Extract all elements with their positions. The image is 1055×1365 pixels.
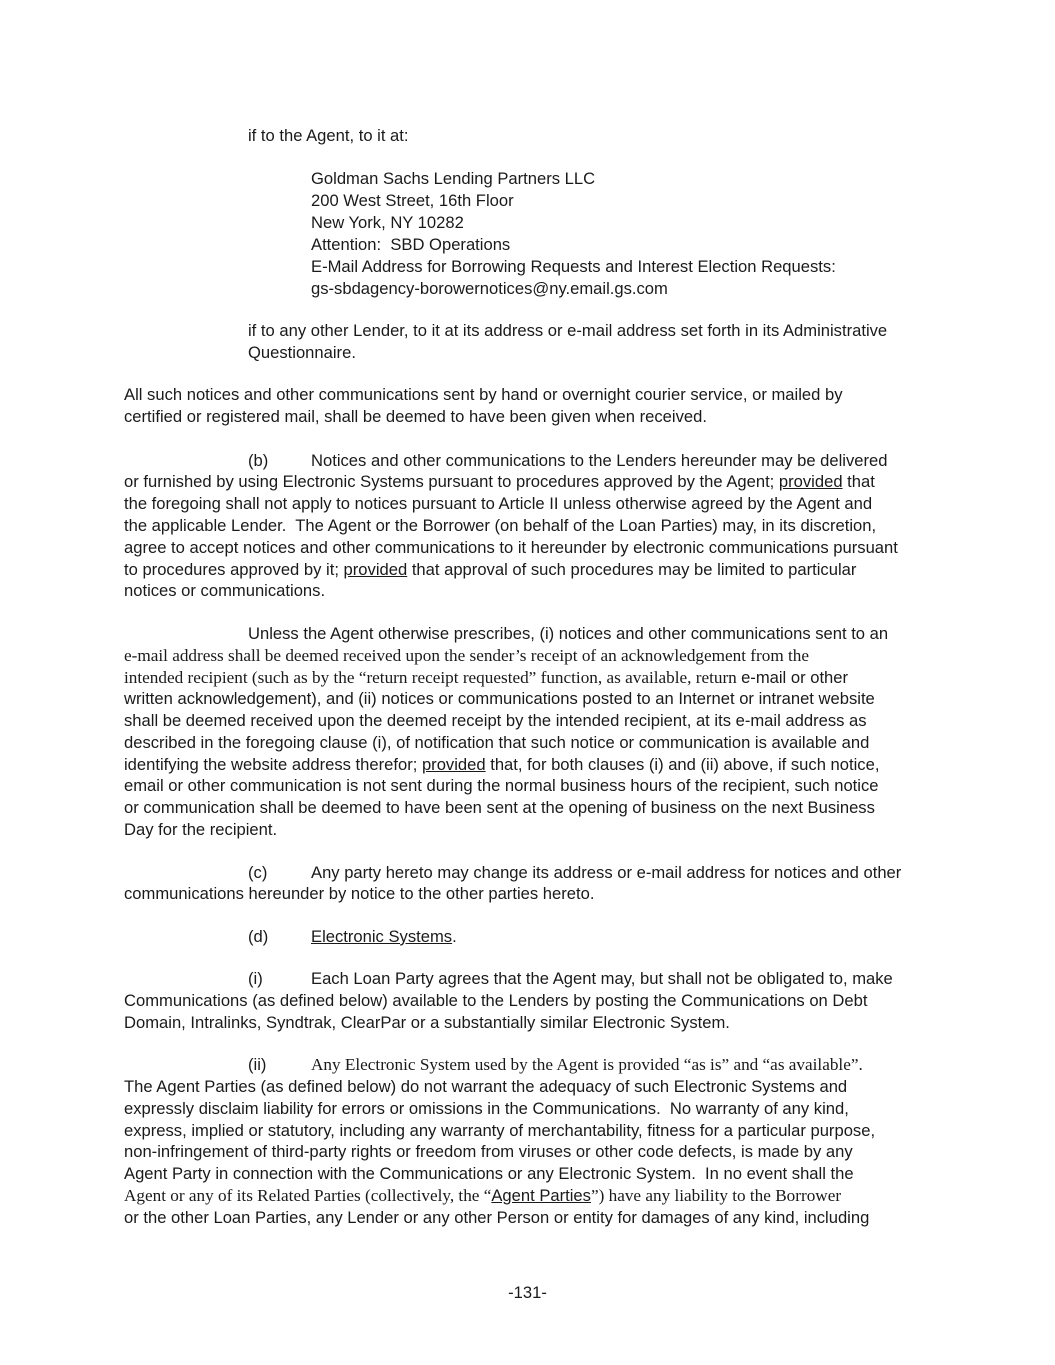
unless-paragraph-line: Day for the recipient. [124,820,278,839]
section-c-line: communications hereunder by notice to the other parties hereto. [124,884,595,903]
agent-notice-intro: if to the Agent, to it at: [248,126,409,145]
section-d-heading: Electronic Systems. [311,927,457,946]
section-b-line: or furnished by using Electronic Systems pursuant to procedures approved by the Agent; provided that [124,472,875,491]
section-d-label: (d) [248,927,269,946]
unless-paragraph-line: email or other communication is not sent during the normal business hours of the recipient, such notice [124,776,879,795]
unless-paragraph-line: identifying the website address therefor; provided that, for both clauses (i) and (ii) above, if such notice, [124,755,880,774]
section-d-ii-line: or the other Loan Parties, any Lender or any other Person or entity for damages of any kind, including [124,1208,870,1227]
section-b-line: the foregoing shall not apply to notices pursuant to Article II unless otherwise agreed by the Agent and [124,494,873,513]
section-b-line: the applicable Lender. The Agent or the Borrower (on behalf of the Loan Parties) may, in its discretion, [124,516,877,535]
other-lender-line: if to any other Lender, to it at its address or e-mail address set forth in its Administrative [248,321,888,340]
delivery-paragraph-line: All such notices and other communications sent by hand or overnight courier service, or mailed by [124,385,843,404]
section-d-i-line: Domain, Intralinks, Syndtrak, ClearPar or a substantially similar Electronic System. [124,1013,730,1032]
provided-term: provided [421,755,486,774]
section-b-line: agree to accept notices and other communications to it hereunder by electronic communications pursuant [124,538,898,557]
section-d-i-label: (i) [248,969,263,988]
section-d-ii-line: The Agent Parties (as defined below) do not warrant the adequacy of such Electronic Systems and [124,1077,848,1096]
section-b-label: (b) [248,451,269,470]
section-d-ii-line: expressly disclaim liability for errors or omissions in the Communications. No warranty of any kind, [124,1099,849,1118]
agent-address-line: New York, NY 10282 [311,213,464,232]
unless-paragraph-line: described in the foregoing clause (i), of notification that such notice or communication is available and [124,733,870,752]
section-d-ii-line: express, implied or statutory, including any warranty of merchantability, fitness for a particular purpose, [124,1121,876,1140]
section-b-line: to procedures approved by it; provided that approval of such procedures may be limited to particular [124,560,857,579]
section-b-line: notices or communications. [124,581,326,600]
section-d-ii-line: Agent Party in connection with the Communications or any Electronic System. In no event shall the [124,1164,854,1183]
delivery-paragraph-line: certified or registered mail, shall be deemed to have been given when received. [124,407,707,426]
section-d-ii-line: Agent or any of its Related Parties (collectively, the “Agent Parties”) have any liability to the Borrower [124,1186,842,1205]
other-lender-line: Questionnaire. [248,343,356,362]
section-c-label: (c) [248,863,268,882]
section-d-ii-line: non-infringement of third-party rights or freedom from viruses or other code defects, is made by any [124,1142,853,1161]
section-d-ii-label: (ii) [248,1055,267,1074]
unless-paragraph-line: intended recipient (such as by the “return receipt requested” function, as available, return e-mail or other [124,668,849,687]
agent-email-line: gs-sbdagency-borowernotices@ny.email.gs.com [311,279,668,298]
unless-paragraph-line: Unless the Agent otherwise prescribes, (i) notices and other communications sent to an [248,624,889,643]
section-d-ii-line: Any Electronic System used by the Agent is provided “as is” and “as available”. [311,1055,863,1074]
provided-term: provided [343,560,408,579]
agent-address-line: 200 West Street, 16th Floor [311,191,514,210]
agent-address-line: Attention: SBD Operations [311,235,511,254]
section-b-line: Notices and other communications to the Lenders hereunder may be delivered [311,451,888,470]
section-d-i-line: Communications (as defined below) available to the Lenders by posting the Communications on Debt [124,991,868,1010]
provided-term: provided [778,472,843,491]
unless-paragraph-line: or communication shall be deemed to have been sent at the opening of business on the next Business [124,798,875,817]
unless-paragraph-line: written acknowledgement), and (ii) notices or communications posted to an Internet or intranet website [124,689,875,708]
section-d-i-line: Each Loan Party agrees that the Agent may, but shall not be obligated to, make [311,969,893,988]
unless-paragraph-line: shall be deemed received upon the deemed receipt by the intended recipient, at its e-mail address as [124,711,867,730]
page-number: -131- [508,1283,547,1302]
agent-address-line: Goldman Sachs Lending Partners LLC [311,169,596,188]
agent-parties-term: Agent Parties [491,1186,591,1205]
unless-paragraph-line: e-mail address shall be deemed received upon the sender’s receipt of an acknowledgement from the [124,646,809,665]
agent-address-line: E-Mail Address for Borrowing Requests and Interest Election Requests: [311,257,836,276]
section-c-line: Any party hereto may change its address or e-mail address for notices and other [311,863,902,882]
